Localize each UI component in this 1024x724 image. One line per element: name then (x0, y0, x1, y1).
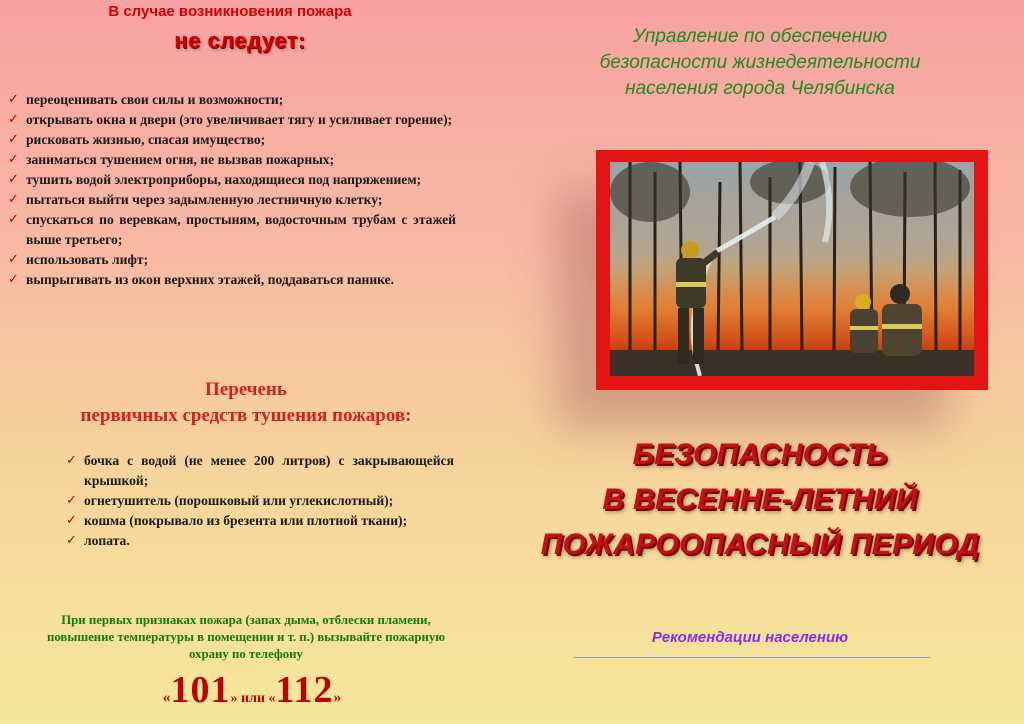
means-heading-line2: первичных средств тушения пожаров: (80, 405, 412, 426)
list-item: ✓ переоценивать свои силы и возможности; (4, 90, 456, 110)
means-heading (0, 377, 492, 429)
list-item: ✓ использовать лифт; (4, 250, 456, 270)
phone-101: 101 (170, 669, 231, 711)
check-icon: ✓ (8, 272, 19, 287)
divider (574, 657, 930, 658)
quote-open: « (162, 689, 171, 706)
phone-separator: » или « (230, 691, 276, 706)
list-item: ✓ пытаться выйти через задымленную лестничную клетку; (4, 190, 456, 210)
check-icon: ✓ (8, 112, 19, 127)
list-item: ✓ лопата. (62, 531, 454, 551)
means-heading-line1: Перечень (205, 379, 287, 400)
check-icon: ✓ (8, 192, 19, 207)
list-item: ✓ бочка с водой (не менее 200 литров) с закрывающейся крышкой; (66, 453, 454, 488)
quote-close: » (333, 689, 342, 706)
list-item: ✓ открывать окна и двери (это увеличивает тягу и усиливает горение); (4, 110, 456, 130)
check-icon: ✓ (66, 513, 77, 528)
main-headline: БЕЗОПАСНОСТЬ В ВЕСЕННЕ-ЛЕТНИЙ ПОЖАРООПАСНЫЙ ПЕРИОД (540, 438, 980, 561)
list-item: ✓ заниматься тушением огня, не вызвав пожарных; (4, 150, 456, 170)
check-icon: ✓ (8, 212, 19, 227)
case-title: В случае возникновения пожара (108, 3, 352, 20)
recommendations-label: Рекомендации населению (651, 629, 849, 646)
phone-112: 112 (275, 669, 334, 711)
check-icon: ✓ (8, 252, 19, 267)
check-icon: ✓ (8, 172, 19, 187)
list-item: ✓ спускаться по веревкам, простыням, водосточным трубам с этажей выше третьего; (8, 212, 456, 247)
check-icon: ✓ (8, 132, 19, 147)
prohibition-list (4, 90, 456, 290)
ne-sleduet-heading: не следует: (174, 28, 306, 53)
advice-text: При первых признаках пожара (запах дыма, отблески пламени, повышение температуры в помещении и т. п.) вызывайте пожарную охрану по телефону (46, 613, 446, 661)
emergency-phones (132, 668, 372, 712)
list-item: ✓ выпрыгивать из окон верхних этажей, поддаваться панике. (4, 270, 456, 290)
firefighters-photo (610, 162, 974, 376)
photo-frame (596, 150, 988, 390)
check-icon: ✓ (8, 152, 19, 167)
check-icon: ✓ (8, 92, 19, 107)
check-icon: ✓ (66, 533, 77, 548)
organization-name: Управление по обеспечению безопасности жизнедеятельности населения города Челябинска (599, 26, 921, 99)
list-item: ✓ кошма (покрывало из брезента или плотной ткани); (62, 511, 454, 531)
list-item: ✓ огнетушитель (порошковый или углекислотный); (62, 491, 454, 511)
check-icon: ✓ (66, 493, 77, 508)
list-item: ✓ тушить водой электроприборы, находящиеся под напряжением; (4, 170, 456, 190)
check-icon: ✓ (66, 453, 77, 468)
list-item: ✓ рисковать жизнью, спасая имущество; (4, 130, 456, 150)
means-list (62, 451, 454, 551)
